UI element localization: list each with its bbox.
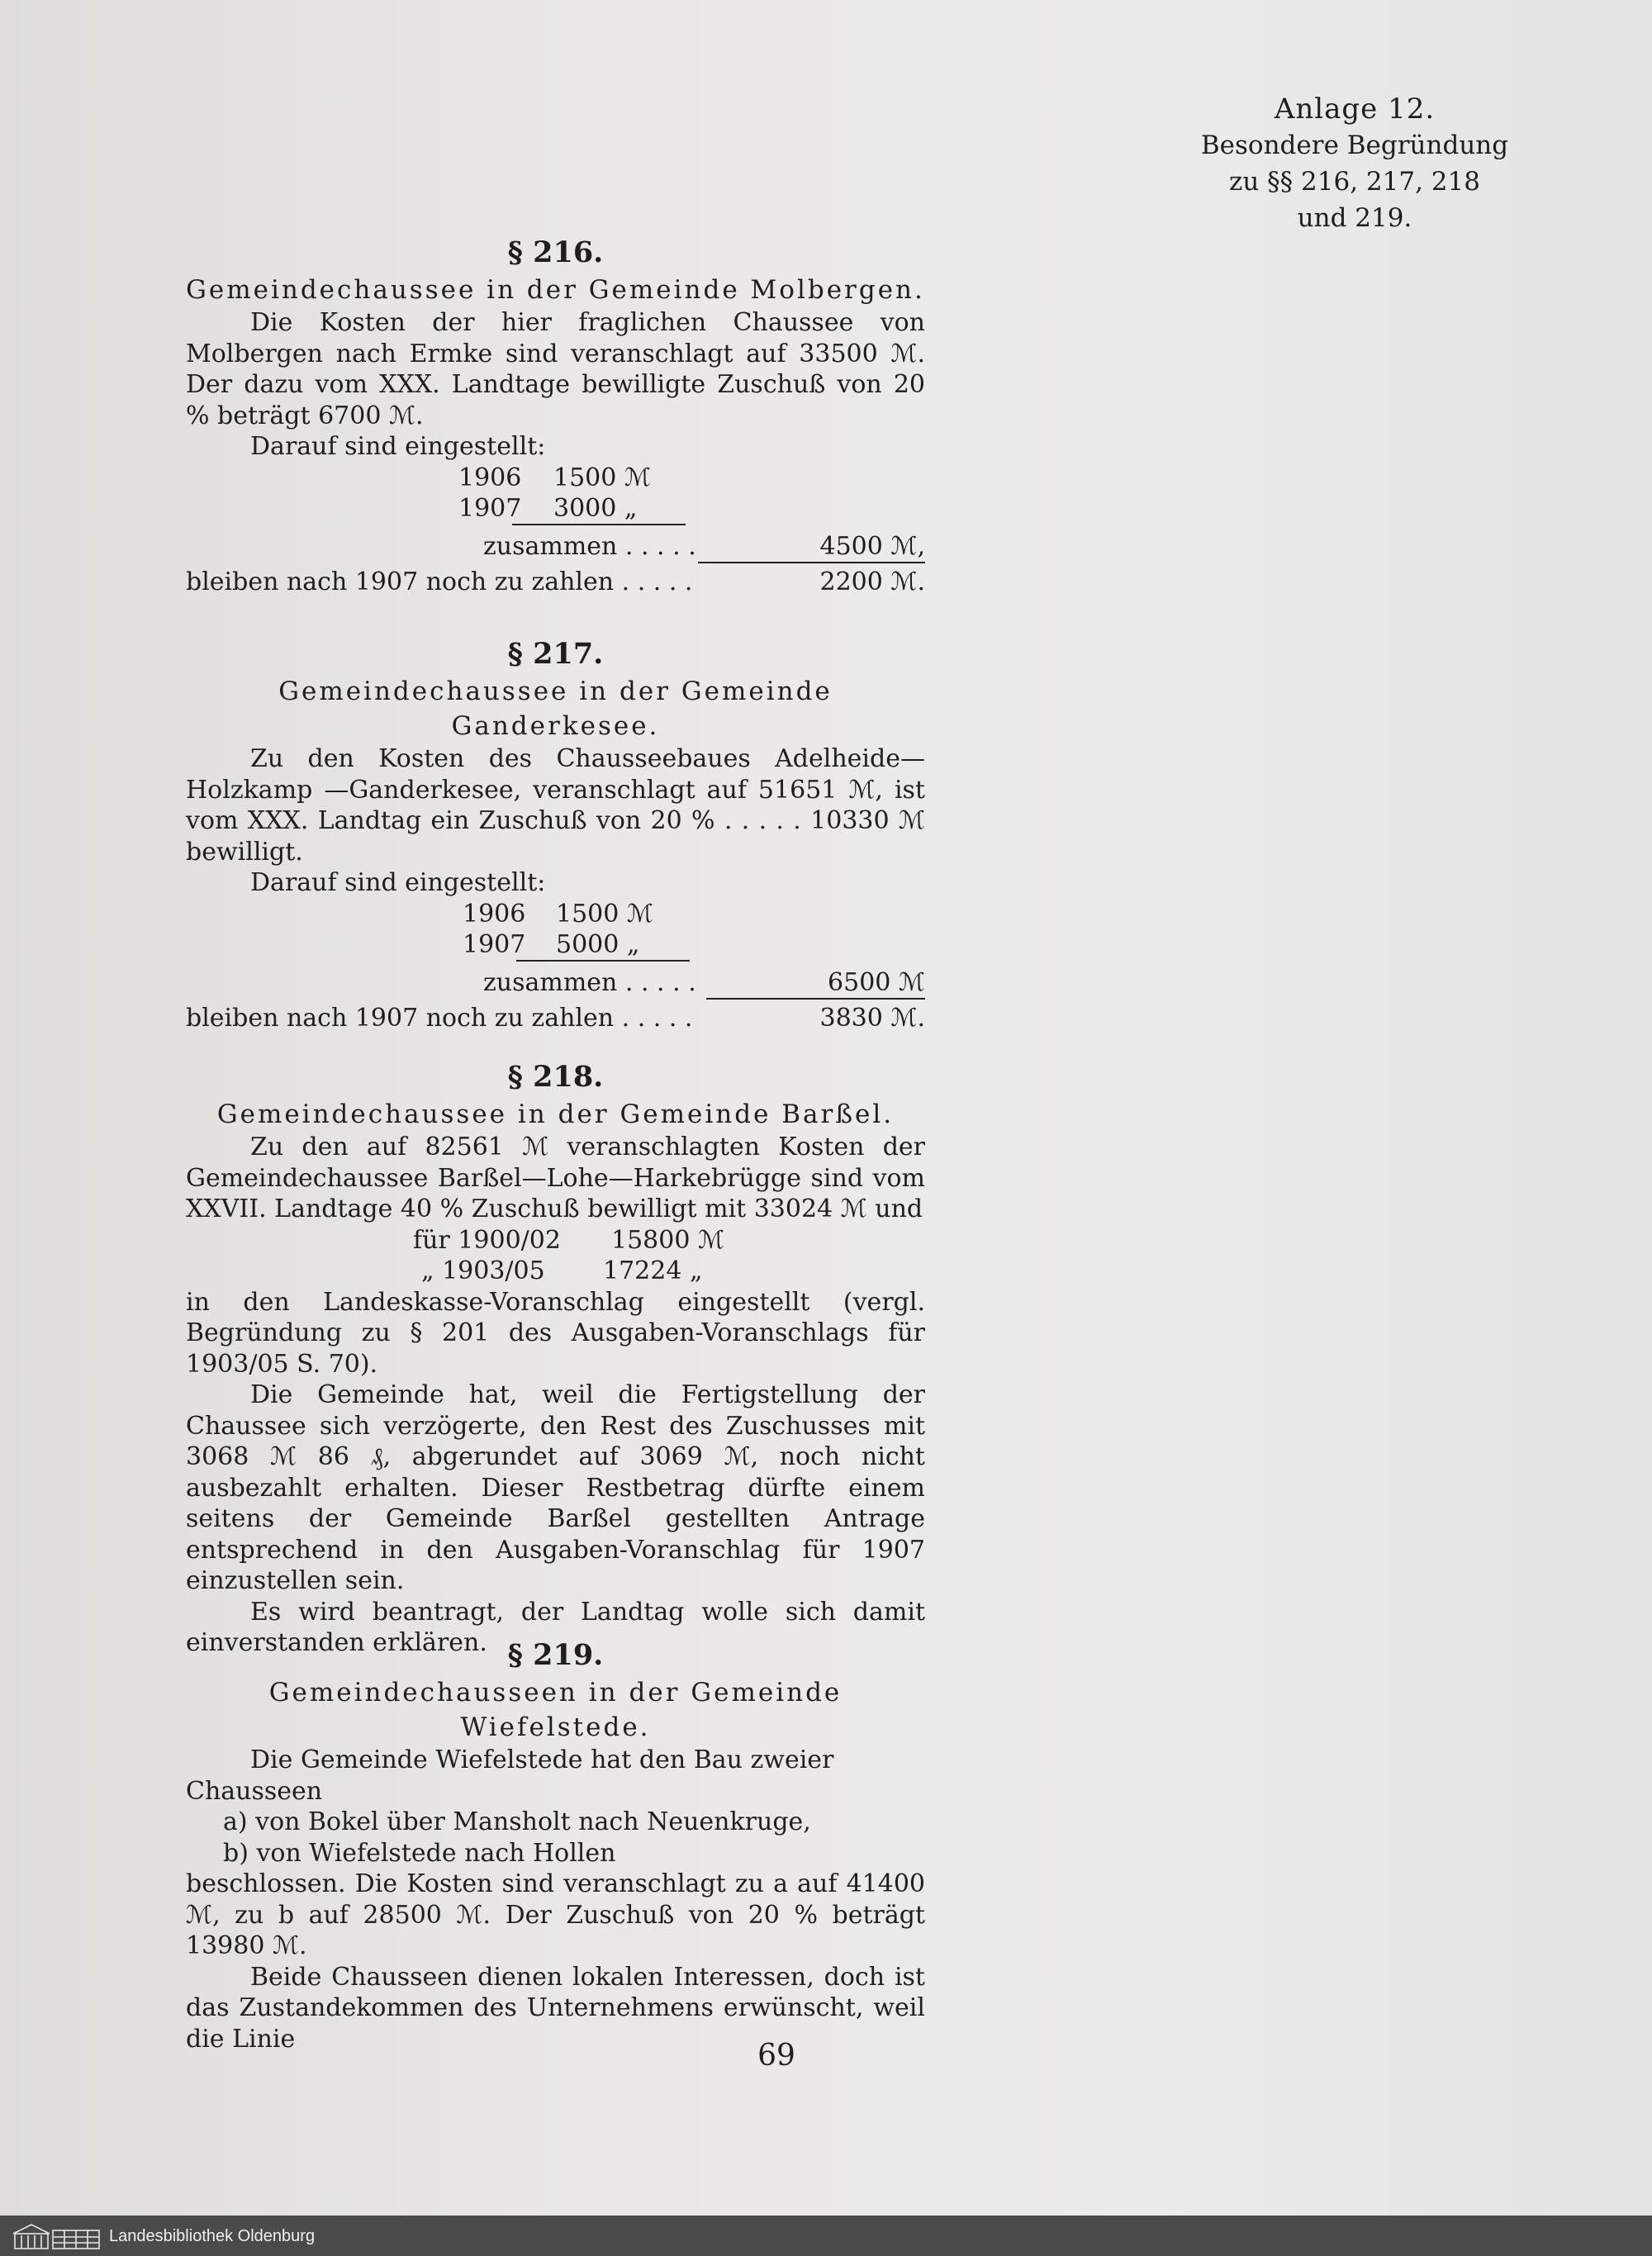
page-number: 69 xyxy=(757,2039,795,2073)
section-217-heading: Gemeindechaussee in der Gemeinde Ganderkesee. xyxy=(278,677,833,741)
annex-line-2: zu §§ 216, 217, 218 xyxy=(1229,167,1480,197)
sum-rule xyxy=(698,562,925,563)
library-name: Landesbibliothek Oldenburg xyxy=(109,2227,316,2245)
section-218-row-1900 xyxy=(186,1225,925,1256)
rest-label: bleiben nach 1907 noch zu zahlen . . . . . xyxy=(186,568,693,596)
section-216-intro: Darauf sind eingestellt: xyxy=(250,432,546,461)
year-1906: 1906 xyxy=(463,899,526,929)
section-218-text-3: Die Gemeinde hat, weil die Fertigstellung der Chaussee sich verzögerte, den Rest des Zuschusses mit 3068 ℳ 86 ₰, abgerundet auf 3069 ℳ, noch nicht ausbezahlt erhalten. Dieser Restbetrag dürfte einem seitens der Gemeinde Barßel gestellten Antrage entsprechend in den Ausgaben-Voranschlag für 1907 einzustellen sein. xyxy=(186,1380,925,1595)
section-216-row-1906 xyxy=(186,463,925,494)
section-216 xyxy=(186,233,925,598)
section-217-row-1907 xyxy=(186,929,925,961)
section-216-number: § 216. xyxy=(507,235,604,269)
section-219-item-a: a) von Bokel über Mansholt nach Neuenkruge, xyxy=(223,1807,811,1836)
section-217-sum xyxy=(186,967,925,999)
period-1903-label: „ 1903/05 xyxy=(421,1256,545,1285)
section-218-text-4: Es wird beantragt, der Landtag wolle sich damit einverstanden erklären. xyxy=(186,1597,925,1657)
section-216-row-1907 xyxy=(186,493,925,525)
year-1907: 1907 xyxy=(463,930,526,959)
section-218-text-2: in den Landeskasse-Voranschlag eingestellt (vergl. Begründung zu § 201 des Ausgaben-Voranschlags für 1903/05 S. 70). xyxy=(186,1287,925,1379)
amount-1906: 1500 ℳ xyxy=(556,899,653,929)
rest-value: 3830 ℳ. xyxy=(819,1004,925,1033)
amount-1907: 5000 „ xyxy=(556,930,640,959)
annex-line-3: und 219. xyxy=(1297,203,1412,233)
amount-1906: 1500 ℳ xyxy=(553,463,651,492)
section-217 xyxy=(186,634,925,1034)
section-219-heading: Gemeindechausseen in der Gemeinde Wiefelstede. xyxy=(268,1678,843,1742)
library-building-icon xyxy=(12,2222,102,2250)
subtotal-rule xyxy=(516,960,690,962)
annex-title: Anlage 12. xyxy=(1274,93,1436,126)
year-1906: 1906 xyxy=(458,463,522,492)
section-218-text-1: Zu den auf 82561 ℳ veranschlagten Kosten der Gemeindechaussee Barßel—Lohe—Harkebrügge sind vom XXVII. Landtage 40 % Zuschuß bewilligt mit 33024 ℳ und xyxy=(186,1133,925,1223)
section-219-text-3: Beide Chausseen dienen lokalen Interessen, doch ist das Zustandekommen des Unternehmens erwünscht, weil die Linie xyxy=(186,1962,925,2054)
section-219-number: § 219. xyxy=(507,1638,604,1672)
sum-label: zusammen . . . . . xyxy=(483,531,696,561)
sum-value: 4500 ℳ, xyxy=(819,531,925,561)
section-219-text-2: beschlossen. Die Kosten sind veranschlagt zu a auf 41400 ℳ, zu b auf 28500 ℳ. Der Zuschuß von 20 % beträgt 13980 ℳ. xyxy=(186,1869,925,1960)
section-219-item-b: b) von Wiefelstede nach Hollen xyxy=(223,1838,616,1868)
section-217-number: § 217. xyxy=(507,637,604,671)
section-218-row-1903 xyxy=(186,1256,925,1287)
footer-bar xyxy=(0,2216,1652,2256)
sum-value: 6500 ℳ xyxy=(828,967,925,997)
rest-value: 2200 ℳ. xyxy=(819,568,925,596)
period-1900-label: für 1900/02 xyxy=(413,1225,561,1255)
section-216-rest xyxy=(186,567,925,598)
section-216-heading: Gemeindechaussee in der Gemeinde Molbergen. xyxy=(186,275,925,305)
section-217-text: Zu den Kosten des Chausseebaues Adelheide—Holzkamp —Ganderkesee, veranschlagt auf 51651 ℳ, ist vom XXX. Landtag ein Zuschuß von 20 % . . . . . 10330 ℳ bewilligt. xyxy=(186,744,925,867)
section-216-sum xyxy=(186,531,925,563)
section-219-text-1: Die Gemeinde Wiefelstede hat den Bau zweier Chausseen xyxy=(186,1745,834,1806)
period-1903-value: 17224 „ xyxy=(603,1256,703,1285)
period-1900-value: 15800 ℳ xyxy=(611,1225,725,1255)
section-218-number: § 218. xyxy=(507,1060,604,1094)
subtotal-rule xyxy=(512,524,686,525)
rest-label: bleiben nach 1907 noch zu zahlen . . . . . xyxy=(186,1004,693,1033)
annex-note xyxy=(1189,91,1520,236)
section-217-row-1906 xyxy=(186,899,925,930)
annex-line-1: Besondere Begründung xyxy=(1200,131,1509,160)
section-219 xyxy=(186,1636,925,2054)
section-218-heading: Gemeindechaussee in der Gemeinde Barßel. xyxy=(216,1100,895,1129)
sum-label: zusammen . . . . . xyxy=(483,967,696,997)
amount-1907: 3000 „ xyxy=(553,494,638,523)
section-217-rest xyxy=(186,1003,925,1034)
section-216-text: Die Kosten der hier fraglichen Chaussee von Molbergen nach Ermke sind veranschlagt auf 33500 ℳ. Der dazu vom XXX. Landtage bewilligte Zuschuß von 20 % beträgt 6700 ℳ. xyxy=(186,308,925,430)
year-1907: 1907 xyxy=(458,494,522,523)
section-217-intro: Darauf sind eingestellt: xyxy=(250,868,546,897)
sum-rule xyxy=(706,998,925,1000)
section-218 xyxy=(186,1057,925,1659)
